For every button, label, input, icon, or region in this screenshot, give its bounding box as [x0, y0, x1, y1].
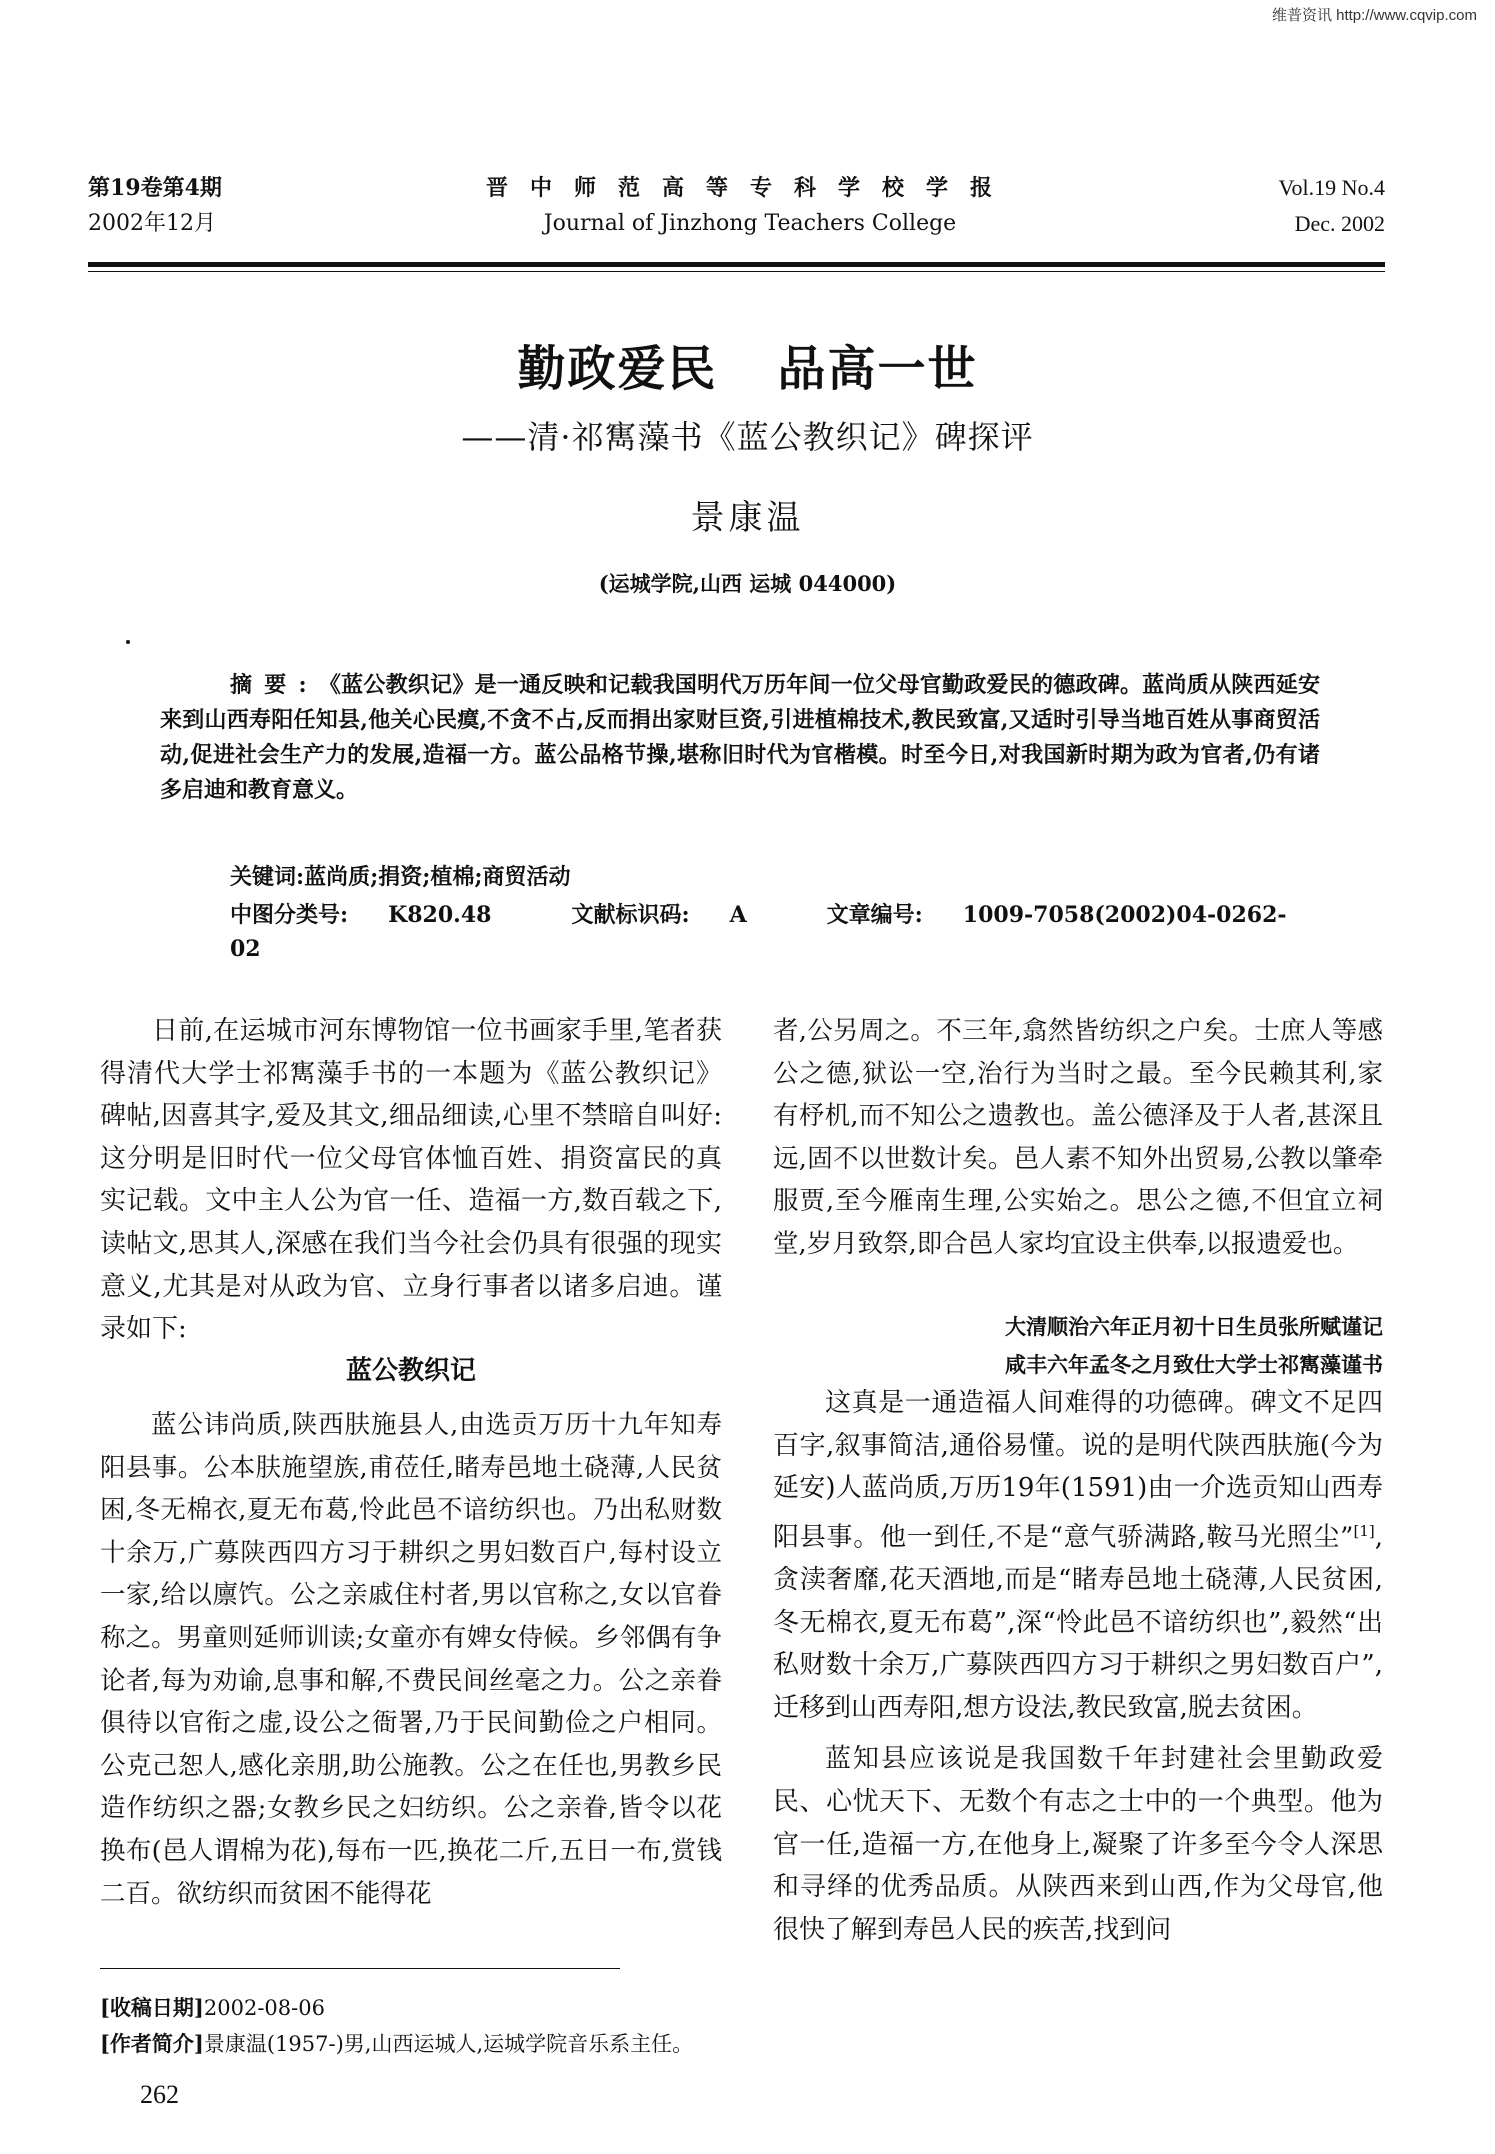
- doc-code-label: 文献标识码:: [571, 902, 690, 928]
- doc-code-value: A: [729, 902, 747, 928]
- inscription-left-column: [100, 1404, 722, 1915]
- stray-dot: [126, 640, 130, 644]
- article-number-value: 1009-7058(2002)04-0262-02: [230, 902, 1287, 962]
- header-right: [1278, 170, 1385, 242]
- abstract-text: 《蓝公教织记》是一通反映和记载我国明代万历年间一位父母官勤政爱民的德政碑。蓝尚质从陕西延安来到山西寿阳任知县,他关心民瘼,不贪不占,反而捐出家财巨资,引进植棉技术,教民致富,又适时引导当地百姓从事商贸活动,促进社会生产力的发展,造福一方。蓝公品格节操,堪称旧时代为官楷模。时至今日,对我国新时期为政为官者,仍有诸多启迪和教育意义。: [160, 672, 1320, 803]
- abstract: [160, 668, 1320, 808]
- received-label: [收稿日期]: [100, 1995, 204, 2020]
- inscription-text-left: 蓝公讳尚质,陕西肤施县人,由选贡万历十九年知寿阳县事。公本肤施望族,甫莅任,睹寿邑地土硗薄,人民贫困,冬无棉衣,夏无布葛,怜此邑不谙纺织也。乃出私财数十余万,广募陕西四方习于耕织之男妇数百户,每村设立一家,给以廪饩。公之亲戚住村者,男以官称之,女以官眷称之。男童则延师训读;女童亦有婢女侍候。乡邻偶有争论者,每为劝谕,息事和解,不费民间丝毫之力。公之亲眷俱待以官衔之虚,设公之衙署,乃于民间勤俭之户相同。公克己恕人,感化亲朋,助公施教。公之在任也,男教乡民造作纺织之器;女教乡民之妇纺织。公之亲眷,皆令以花换布(邑人谓棉为花),每布一匹,换花二斤,五日一布,赏钱二百。欲纺织而贫困不能得花: [100, 1410, 722, 1909]
- para1-text-a: 这真是一通造福人间难得的功德碑。碑文不足四百字,叙事简洁,通俗易懂。说的是明代陕西肤施(今为延安)人蓝尚质,万历19年(1591)由一介选贡知山西寿阳县事。他一到任,不是“意气骄满路,鞍马光照尘”: [773, 1388, 1383, 1553]
- volume-issue-cn: 第19卷第4期: [88, 175, 222, 201]
- keywords-label: 关键词:: [230, 864, 305, 890]
- intro-paragraph: [100, 1010, 722, 1351]
- inscription-text-right: 者,公另周之。不三年,翕然皆纺织之户矣。士庶人等感公之德,狱讼一空,治行为当时之最。至今民赖其利,家有杼机,而不知公之遗教也。盖公德泽及于人者,甚深且远,固不以世数计矣。邑人素不知外出贸易,公教以肇牵服贾,至今雁南生理,公实始之。思公之德,不但宜立祠堂,岁月致祭,即合邑人家均宜设主供奉,以报遗爱也。: [773, 1016, 1383, 1259]
- received-date: [100, 1990, 693, 2026]
- keywords: [230, 860, 1330, 894]
- title-part-2: 品高一世: [777, 341, 978, 397]
- header-rule-thick: [88, 262, 1385, 267]
- page-number: 262: [140, 2080, 179, 2109]
- journal-title-cn: 晋中师范高等专科学校学报: [485, 175, 1014, 201]
- article-title: [0, 330, 1495, 399]
- inscription-heading: 蓝公教织记: [345, 1356, 476, 1386]
- author-bio-label: [作者简介]: [100, 2031, 204, 2056]
- class-label: 中图分类号:: [230, 902, 349, 928]
- author-bio: [100, 2026, 693, 2062]
- header-rule-thin: [88, 271, 1385, 272]
- inscription-signatures: [773, 1308, 1383, 1384]
- signature-line-2: 咸丰六年孟冬之月致仕大学士祁寯藻谨书: [1005, 1352, 1383, 1377]
- received-value: 2002-08-06: [203, 1996, 325, 2020]
- header-left: [88, 170, 222, 242]
- commentary-column: [773, 1382, 1383, 1951]
- date-en: Dec. 2002: [1294, 211, 1385, 236]
- header-center: [340, 170, 1160, 242]
- author-affiliation: (运城学院,山西 运城 044000): [598, 571, 897, 596]
- author-name: 景康温: [690, 498, 805, 538]
- para1-text-b: ,贪渎奢靡,花天酒地,而是“睹寿邑地土硗薄,人民贫困,冬无棉衣,夏无布葛”,深“怜此邑不谙纺织也”,毅然“出私财数十余万,广募陕西四方习于耕织之男妇数百户”,迁移到山西寿阳,想方设法,教民致富,脱去贫困。: [773, 1522, 1383, 1723]
- keywords-text: 蓝尚质;捐资;植棉;商贸活动: [304, 864, 571, 890]
- title-part-1: 勤政爱民: [517, 341, 718, 397]
- abstract-label: 摘要:: [230, 672, 319, 698]
- reference-1[interactable]: [1]: [1353, 1521, 1375, 1540]
- commentary-paragraph-2: 蓝知县应该说是我国数千年封建社会里勤政爱民、心忧天下、无数个有志之士中的一个典型。他为官一任,造福一方,在他身上,凝聚了许多至今令人深思和寻绎的优秀品质。从陕西来到山西,作为父母官,他很快了解到寿邑人民的疾苦,找到问: [773, 1744, 1383, 1945]
- inscription-right-column: [773, 1010, 1383, 1266]
- volume-issue-en: Vol.19 No.4: [1278, 175, 1385, 200]
- intro-text: 日前,在运城市河东博物馆一位书画家手里,笔者获得清代大学士祁寯藻手书的一本题为《蓝公教织记》碑帖,因喜其字,爱及其文,细品细读,心里不禁暗自叫好:这分明是旧时代一位父母官体恤百姓、捐资富民的真实记载。文中主人公为官一任、造福一方,数百载之下,读帖文,思其人,深感在我们当今社会仍具有很强的现实意义,尤其是对从政为官、立身行事者以诸多启迪。谨录如下:: [100, 1016, 722, 1345]
- journal-title-en: Journal of Jinzhong Teachers College: [543, 211, 957, 236]
- footnotes: [100, 1990, 693, 2062]
- author-bio-value: 景康温(1957-)男,山西运城人,运城学院音乐系主任。: [203, 2032, 694, 2056]
- commentary-paragraph-1: [773, 1382, 1383, 1729]
- classification-line: [230, 898, 1330, 966]
- article-subtitle: ——清·祁寯藻书《蓝公教织记》碑探评: [461, 418, 1034, 456]
- class-value: K820.48: [388, 902, 492, 928]
- watermark: 维普资讯 http://www.cqvip.com: [1271, 7, 1477, 24]
- date-cn: 2002年12月: [88, 211, 216, 236]
- article-number-label: 文章编号:: [826, 902, 923, 928]
- footnote-rule: [100, 1968, 620, 1969]
- signature-line-1: 大清顺治六年正月初十日生员张所赋谨记: [1005, 1314, 1383, 1339]
